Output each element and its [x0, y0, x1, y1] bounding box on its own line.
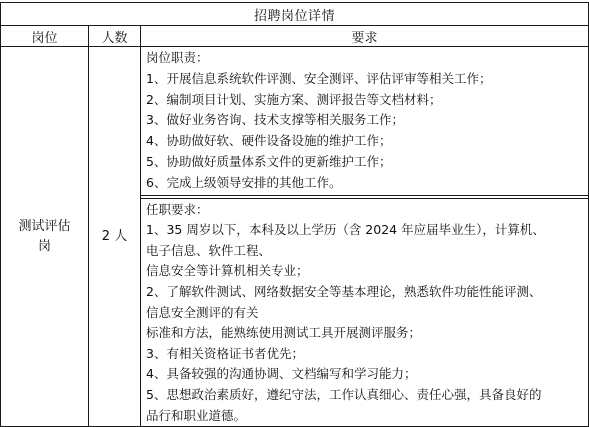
headcount-cell: 2 人 [89, 47, 141, 427]
duties-section [141, 47, 588, 196]
duty-item: 6、完成上级领导安排的其他工作。 [146, 174, 342, 190]
qualification-line: 信息安全测评的有关 [146, 304, 259, 320]
header-requirements: 要求 [141, 26, 589, 47]
qualifications-section [141, 198, 588, 427]
header-count: 人数 [89, 26, 141, 47]
duty-item: 2、编制项目计划、实施方案、测评报告等文档材料； [146, 91, 442, 107]
job-details-table [0, 2, 589, 427]
table-row [1, 47, 589, 427]
qualification-line: 标准和方法，能熟练使用测试工具开展测评服务； [146, 325, 422, 341]
position-name-line2: 岗 [37, 238, 51, 254]
requirements-cell [141, 47, 589, 427]
qualification-line: 5、思想政治素质好，遵纪守法，工作认真细心、责任心强，具备良好的 [146, 386, 542, 402]
qualification-line: 电子信息、软件工程、 [146, 242, 272, 258]
qualification-line: 3、有相关资格证书者优先； [146, 345, 304, 361]
table-title: 招聘岗位详情 [1, 3, 589, 26]
position-name-line1: 测试评估 [18, 218, 71, 234]
qualification-line: 品行和职业道德。 [146, 407, 247, 423]
table-title-row [1, 3, 589, 26]
duty-item: 4、协助做好软、硬件设备设施的维护工作； [146, 133, 392, 149]
duty-item: 5、协助做好质量体系文件的更新维护工作； [146, 153, 392, 169]
duties-title: 岗位职责： [146, 50, 209, 65]
position-cell [1, 47, 89, 427]
header-position: 岗位 [1, 26, 89, 47]
qualification-line: 1、35 周岁以下，本科及以上学历（含 2024 年应届毕业生），计算机、 [146, 222, 545, 238]
duty-item: 1、开展信息系统软件评测、安全测评、评估评审等相关工作； [146, 70, 492, 86]
table-header-row [1, 26, 589, 47]
qualification-line: 信息安全等计算机相关专业； [146, 263, 309, 279]
qualification-line: 4、具备较强的沟通协调、文档编写和学习能力； [146, 366, 417, 382]
qualification-line: 2、了解软件测试、网络数据安全等基本理论，熟悉软件功能性能评测、 [146, 283, 542, 299]
qualifications-title: 任职要求： [146, 201, 209, 217]
duty-item: 3、做好业务咨询、技术支撑等相关服务工作； [146, 112, 404, 128]
